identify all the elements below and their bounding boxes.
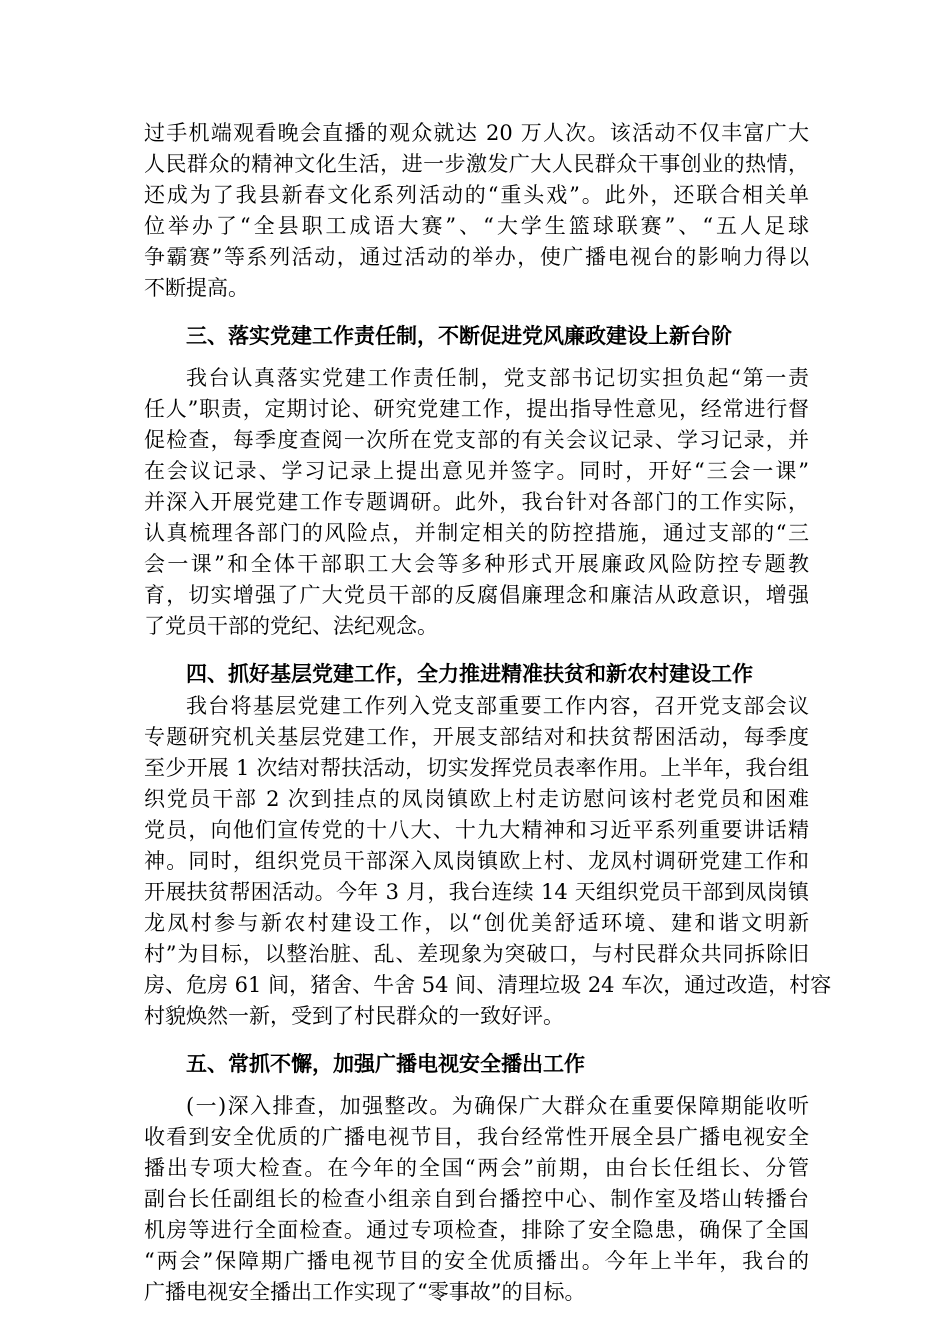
- paragraph-3: [144, 691, 832, 1032]
- paragraph-line: 神。同时，组织党员干部深入凤岗镇欧上村、龙凤村调研党建工作和: [144, 849, 809, 873]
- paragraph-line: 龙凤村参与新农村建设工作，以“创优美舒适环境、建和谐文明新: [144, 911, 809, 935]
- document-page: [144, 118, 832, 1308]
- paragraph-line: 副台长任副组长的检查小组亲自到台播控中心、制作室及塔山转播台: [144, 1187, 809, 1211]
- paragraph-line: 育，切实增强了广大党员干部的反腐倡廉理念和廉洁从政意识，增强: [144, 583, 809, 607]
- paragraph-line: 并深入开展党建工作专题调研。此外，我台针对各部门的工作实际，: [144, 490, 809, 514]
- paragraph-line: 房、危房 61 间，猪舍、牛舍 54 间、清理垃圾 24 车次，通过改造，村容: [144, 973, 832, 997]
- paragraph-line: 织党员干部 2 次到挂点的凤岗镇欧上村走访慰问该村老党员和困难: [144, 787, 809, 811]
- paragraph-line: 村貌焕然一新，受到了村民群众的一致好评。: [144, 1004, 564, 1028]
- paragraph-line: “两会”保障期广播电视节目的安全优质播出。今年上半年，我台的: [144, 1249, 809, 1273]
- paragraph-line: 播出专项大检查。在今年的全国“两会”前期，由台长任组长、分管: [144, 1156, 809, 1180]
- paragraph-line: 位举办了“全县职工成语大赛”、“大学生篮球联赛”、“五人足球: [144, 214, 809, 238]
- paragraph-line: 我台认真落实党建工作责任制，党支部书记切实担负起“第一责: [186, 366, 809, 390]
- paragraph-line: 开展扶贫帮困活动。今年 3 月，我台连续 14 天组织党员干部到凤岗镇: [144, 880, 809, 904]
- paragraph-line: 人民群众的精神文化生活，进一步激发广大人民群众干事创业的热情，: [144, 152, 809, 176]
- paragraph-line: (一)深入排查，加强整改。为确保广大群众在重要保障期能收听: [186, 1094, 809, 1118]
- paragraph-line: 村”为目标，以整治脏、乱、差现象为突破口，与村民群众共同拆除旧: [144, 942, 809, 966]
- paragraph-line: 会一课”和全体干部职工大会等多种形式开展廉政风险防控专题教: [144, 552, 809, 576]
- paragraph-line: 了党员干部的党纪、法纪观念。: [144, 614, 438, 638]
- paragraph-line: 收看到安全优质的广播电视节目，我台经常性开展全县广播电视安全: [144, 1125, 809, 1149]
- paragraph-line: 至少开展 1 次结对帮扶活动，切实发挥党员表率作用。上半年，我台组: [144, 756, 809, 780]
- paragraph-line: 在会议记录、学习记录上提出意见并签字。同时，开好“三会一课”: [144, 459, 809, 483]
- paragraph-line: 还成为了我县新春文化系列活动的“重头戏”。此外，还联合相关单: [144, 183, 809, 207]
- paragraph-line: 争霸赛”等系列活动，通过活动的举办，使广播电视台的影响力得以: [144, 245, 809, 269]
- paragraph-line: 任人”职责，定期讨论、研究党建工作，提出指导性意见，经常进行督: [144, 397, 809, 421]
- section-heading-5: 五、常抓不懈，加强广播电视安全播出工作: [186, 1051, 585, 1076]
- paragraph-line: 促检查，每季度查阅一次所在党支部的有关会议记录、学习记录，并: [144, 428, 809, 452]
- paragraph-2: [144, 363, 809, 642]
- paragraph-line: 我台将基层党建工作列入党支部重要工作内容，召开党支部会议: [186, 694, 809, 718]
- paragraph-line: 不断提高。: [144, 276, 249, 300]
- paragraph-4: [144, 1091, 809, 1308]
- paragraph-line: 广播电视安全播出工作实现了“零事故”的目标。: [144, 1280, 586, 1304]
- section-heading-3: 三、落实党建工作责任制，不断促进党风廉政建设上新台阶: [186, 323, 732, 348]
- section-heading-4: 四、抓好基层党建工作，全力推进精准扶贫和新农村建设工作: [186, 661, 753, 686]
- paragraph-line: 过手机端观看晚会直播的观众就达 20 万人次。该活动不仅丰富广大: [144, 121, 809, 145]
- paragraph-line: 党员，向他们宣传党的十八大、十九大精神和习近平系列重要讲话精: [144, 818, 809, 842]
- paragraph-line: 认真梳理各部门的风险点，并制定相关的防控措施，通过支部的“三: [144, 521, 809, 545]
- paragraph-line: 专题研究机关基层党建工作，开展支部结对和扶贫帮困活动，每季度: [144, 725, 809, 749]
- paragraph-line: 机房等进行全面检查。通过专项检查，排除了安全隐患，确保了全国: [144, 1218, 809, 1242]
- paragraph-1: [144, 118, 809, 304]
